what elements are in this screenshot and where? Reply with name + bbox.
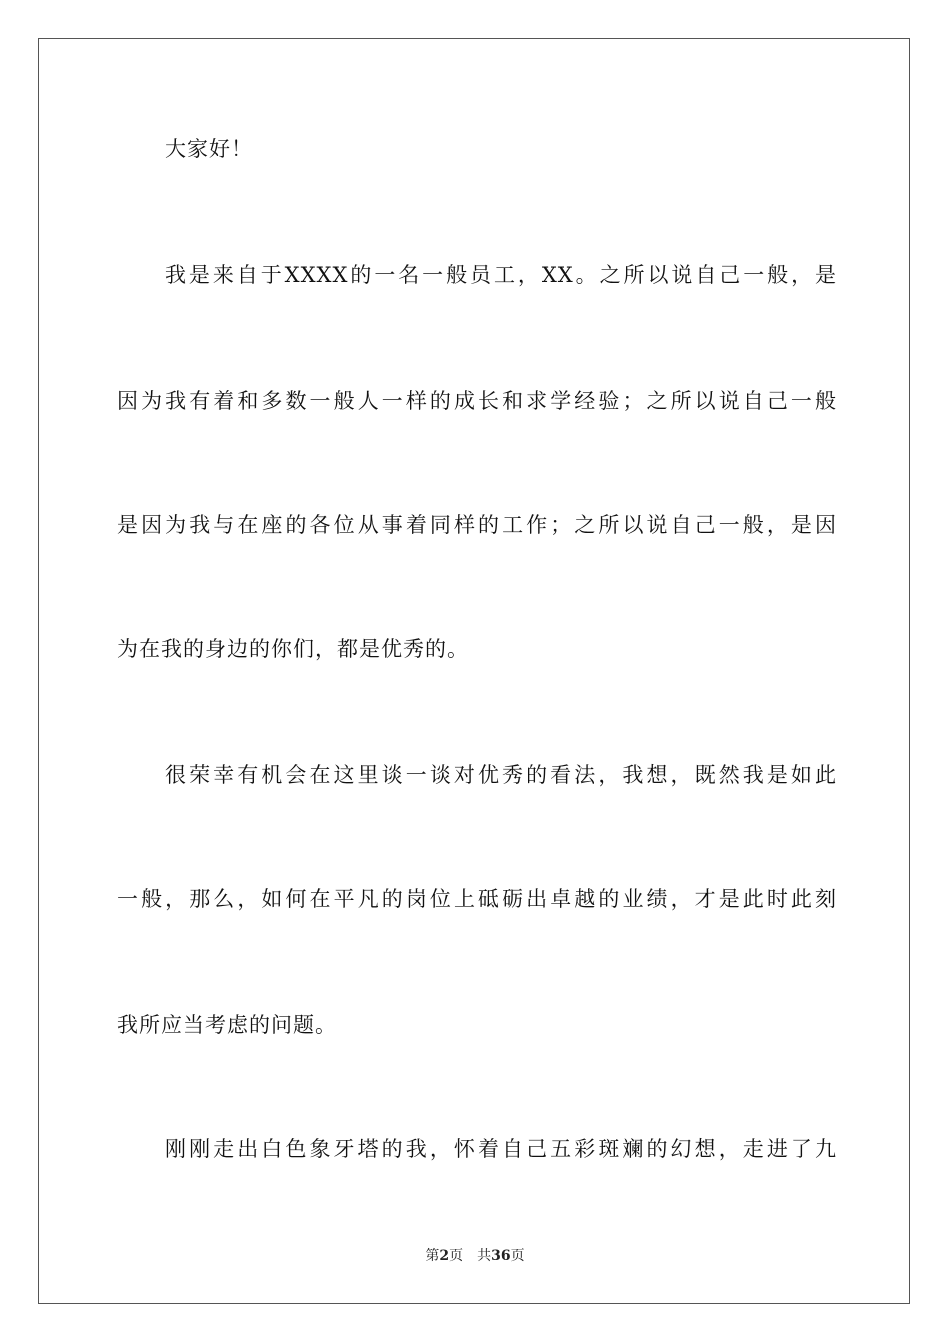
text-line: 一般，那么，如何在平凡的岗位上砥砺出卓越的业绩，才是此时此刻 [117,887,837,911]
text-line: 因为我有着和多数一般人一样的成长和求学经验；之所以说自己一般 [117,389,837,413]
footer-total-pages: 36 [491,1248,511,1264]
text-line: 为在我的身边的你们，都是优秀的。 [117,637,469,661]
text-line: 很荣幸有机会在这里谈一谈对优秀的看法，我想，既然我是如此 [165,763,837,787]
text-line: 我所应当考虑的问题。 [117,1013,337,1037]
footer-total-prefix: 共 [477,1248,492,1264]
text-line: 是因为我与在座的各位从事着同样的工作；之所以说自己一般，是因 [117,513,837,537]
footer-total-suffix: 页 [510,1248,525,1264]
text-line-greeting: 大家好！ [165,137,253,161]
page-border [38,38,910,1304]
footer-page-number: 2 [439,1248,450,1264]
text-line: 我是来自于XXXX的一名一般员工，XX。之所以说自己一般，是 [165,263,837,287]
text-line: 刚刚走出白色象牙塔的我，怀着自己五彩斑斓的幻想，走进了九 [165,1137,837,1161]
page-footer [0,1246,950,1266]
footer-page-prefix: 第 [425,1248,440,1264]
footer-page-suffix: 页 [449,1248,464,1264]
